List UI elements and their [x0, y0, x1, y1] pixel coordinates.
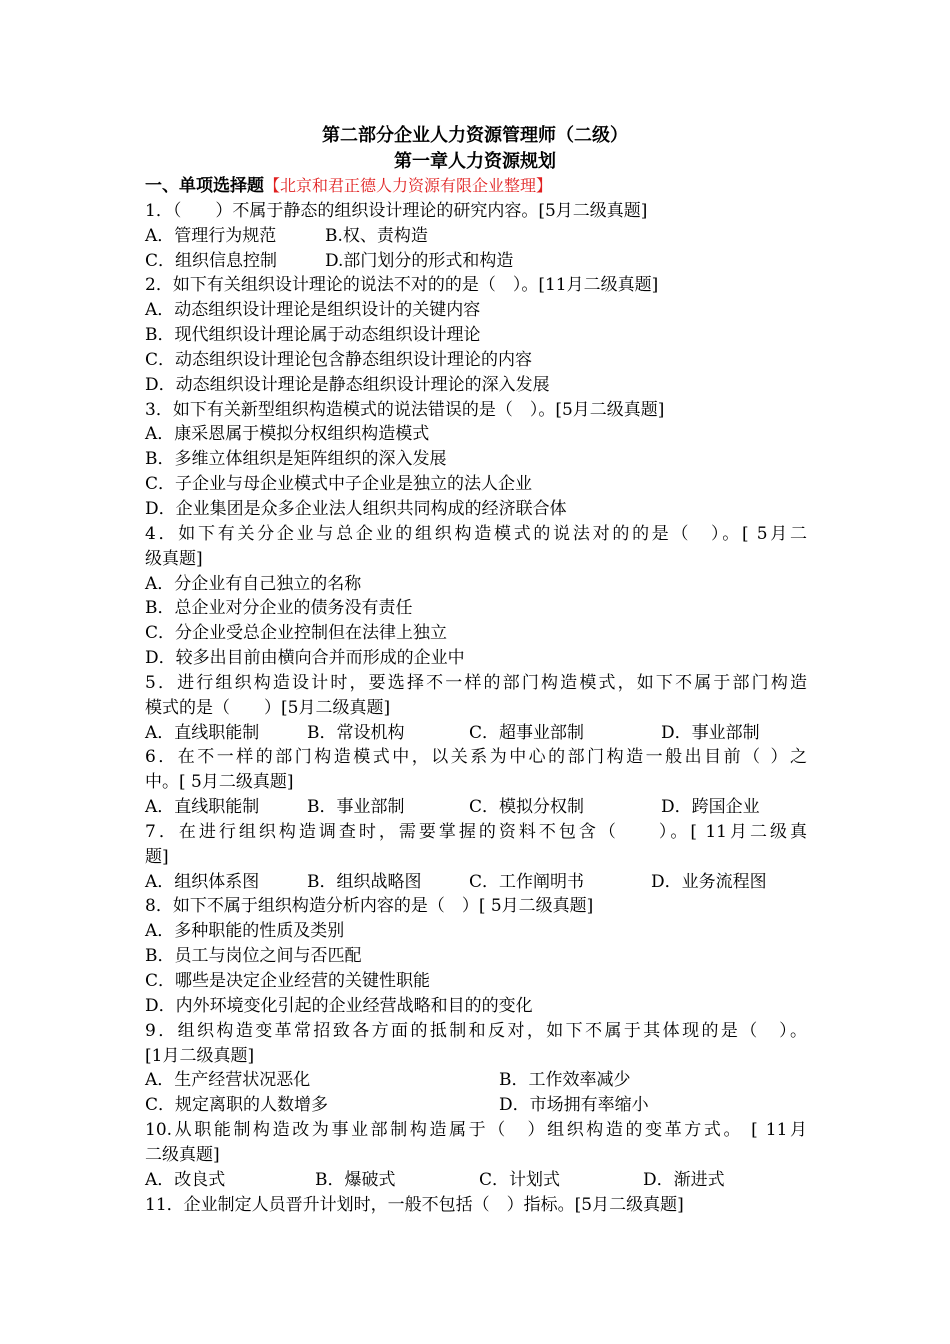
- text-line: 4．如下有关分企业与总企业的组织构造模式的说法对的的是（ ）。[ 5月二: [145, 523, 807, 544]
- text-line: A．分企业有自己独立的名称: [145, 573, 362, 594]
- answer-option: A．直线职能制: [145, 797, 260, 818]
- text-line: [145, 1168, 807, 1193]
- answer-option: C．超事业部制: [469, 722, 585, 743]
- text-line: A．动态组织设计理论是组织设计的关键内容: [145, 300, 481, 321]
- section-label: 一、单项选择题: [145, 176, 264, 196]
- text-line: A．多种职能的性质及类别: [145, 921, 345, 942]
- text-line: B．现代组织设计理论属于动态组织设计理论: [145, 325, 481, 346]
- text-line: [145, 1068, 807, 1093]
- answer-option: C．模拟分权制: [469, 797, 585, 818]
- answer-option: A．管理行为规范: [145, 225, 277, 246]
- text-line: [145, 249, 807, 274]
- answer-option: B．工作效率减少: [499, 1070, 631, 1091]
- answer-option: D.部门划分的形式和构造: [325, 250, 514, 271]
- chapter-title: 第一章人力资源规划: [394, 151, 556, 172]
- text-line: [145, 795, 807, 820]
- text-line: 2．如下有关组织设计理论的说法不对的的是（ ）。[11月二级真题]: [145, 275, 659, 296]
- text-line: A．康采恩属于模拟分权组织构造模式: [145, 424, 430, 445]
- text-line: 二级真题]: [145, 1144, 220, 1165]
- answer-option: B．事业部制: [307, 797, 405, 818]
- answer-option: A．直线职能制: [145, 722, 260, 743]
- text-line: 11．企业制定人员晋升计划时，一般不包括（ ）指标。[5月二级真题]: [145, 1194, 684, 1215]
- text-line: 10.从职能制构造改为事业部制构造属于（ ）组织构造的变革方式。 [ 11月: [145, 1120, 807, 1141]
- answer-option: A．改良式: [145, 1169, 226, 1190]
- text-line: D．内外环境变化引起的企业经营战略和目的的变化: [145, 995, 533, 1016]
- text-line: [145, 1093, 807, 1118]
- answer-option: D．业务流程图: [651, 871, 767, 892]
- text-line: C．分企业受总企业控制但在法律上独立: [145, 623, 448, 644]
- section-note: 【北京和君正德人力资源有限企业整理】: [264, 176, 553, 195]
- answer-option: C．组织信息控制: [145, 250, 278, 271]
- answer-option: B．常设机构: [307, 722, 405, 743]
- text-line: C．动态组织设计理论包含静态组织设计理论的内容: [145, 349, 533, 370]
- text-line: 级真题]: [145, 548, 203, 569]
- text-line: D．较多出目前由横向合并而形成的企业中: [145, 648, 465, 669]
- text-line: D．企业集团是众多企业法人组织共同构成的经济联合体: [145, 498, 567, 519]
- text-line: 中。[ 5月二级真题]: [145, 772, 294, 793]
- text-line: 3．如下有关新型组织构造模式的说法错误的是（ ）。[5月二级真题]: [145, 399, 665, 420]
- text-line: 1．（ ）不属于静态的组织设计理论的研究内容。[5月二级真题]: [145, 200, 648, 221]
- text-line: 题]: [145, 846, 169, 867]
- answer-option: A．组织体系图: [145, 871, 260, 892]
- text-line: [145, 224, 807, 249]
- answer-option: C．规定离职的人数增多: [145, 1095, 329, 1116]
- answer-option: D．渐进式: [643, 1169, 725, 1190]
- answer-option: D．跨国企业: [661, 797, 760, 818]
- answer-option: C．工作阐明书: [469, 871, 585, 892]
- section-heading: [145, 174, 807, 199]
- text-line: 8．如下不属于组织构造分析内容的是（ ）[ 5月二级真题]: [145, 896, 594, 917]
- question-list: [145, 174, 807, 1217]
- text-line: B．总企业对分企业的债务没有责任: [145, 598, 413, 619]
- text-line: [145, 721, 807, 746]
- text-line: [145, 870, 807, 895]
- answer-option: D．事业部制: [661, 722, 760, 743]
- answer-option: B.权、责构造: [325, 225, 428, 246]
- text-line: C．哪些是决定企业经营的关键性职能: [145, 971, 431, 991]
- part-title: 第二部分企业人力资源管理师（二级）: [322, 125, 628, 146]
- answer-option: C．计划式: [479, 1169, 561, 1190]
- text-line: C．子企业与母企业模式中子企业是独立的法人企业: [145, 474, 533, 495]
- text-line: 9．组织构造变革常招致各方面的抵制和反对，如下不属于其体现的是（ ）。: [145, 1020, 807, 1041]
- text-line: 7．在进行组织构造调查时，需要掌握的资料不包含（ ）。[ 11月二级真: [145, 821, 807, 842]
- text-line: D．动态组织设计理论是静态组织设计理论的深入发展: [145, 374, 550, 395]
- answer-option: A．生产经营状况恶化: [145, 1070, 311, 1091]
- text-line: 模式的是（ ）[5月二级真题]: [145, 697, 391, 718]
- answer-option: B．组织战略图: [307, 871, 422, 892]
- answer-option: D．市场拥有率缩小: [499, 1095, 649, 1116]
- answer-option: B．爆破式: [315, 1169, 396, 1190]
- text-line: [1月二级真题]: [145, 1045, 255, 1066]
- text-line: 6．在不一样的部门构造模式中，以关系为中心的部门构造一般出目前（ ）之: [145, 747, 807, 768]
- text-line: 5．进行组织构造设计时，要选择不一样的部门构造模式，如下不属于部门构造: [145, 672, 807, 693]
- text-line: B．多维立体组织是矩阵组织的深入发展: [145, 449, 447, 470]
- text-line: B．员工与岗位之间与否匹配: [145, 946, 362, 967]
